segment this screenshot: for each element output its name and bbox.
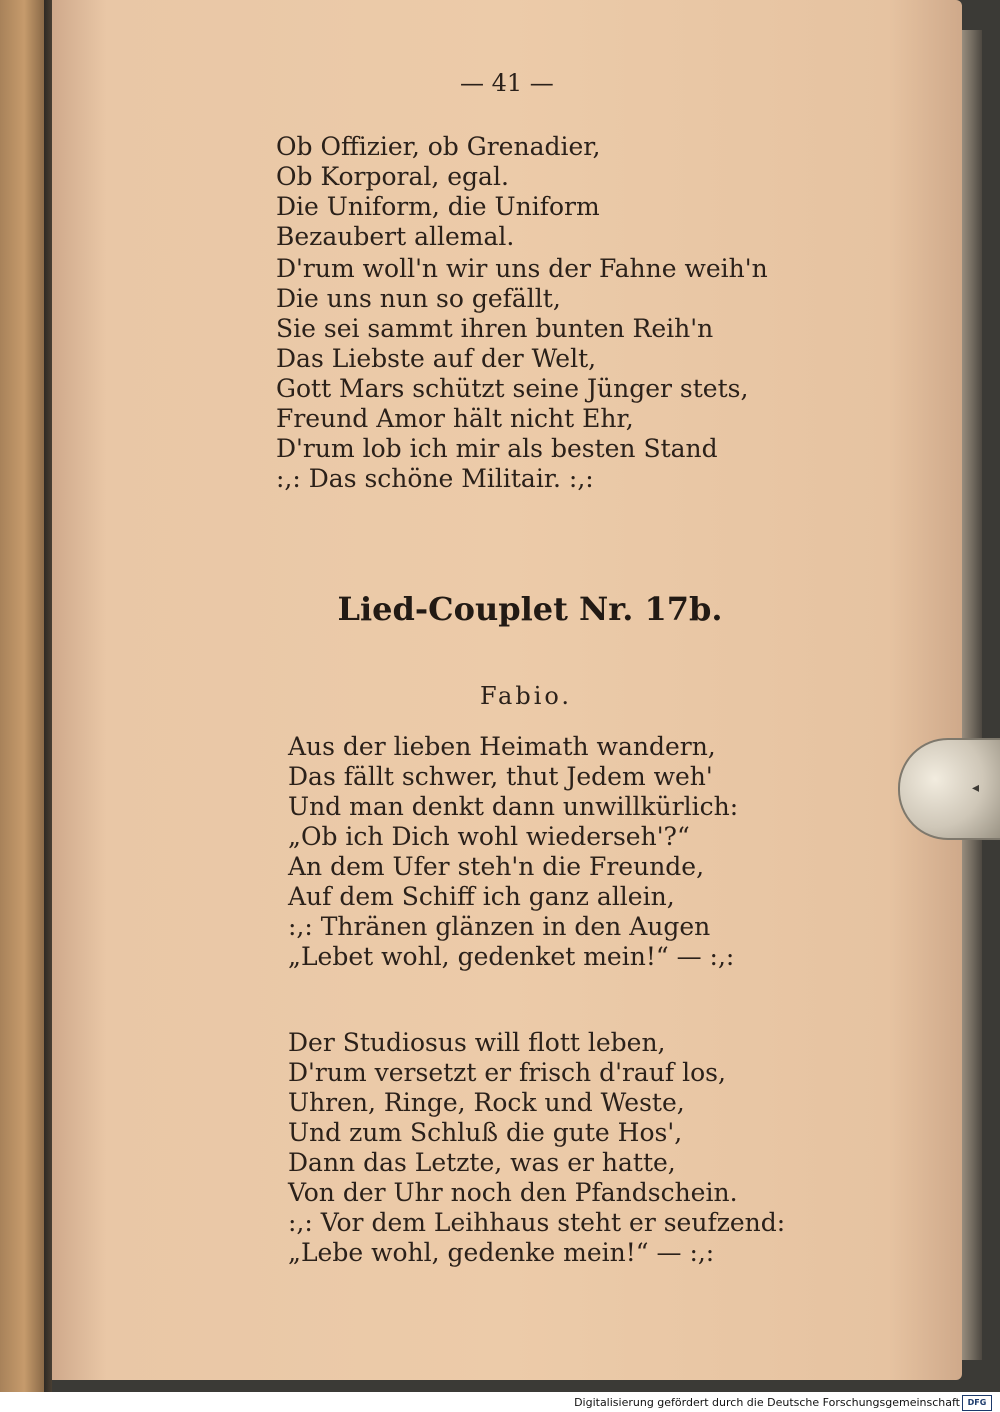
verse-line: D'rum versetzt er frisch d'rauf los, xyxy=(288,1058,726,1087)
verse-line: „Ob ich Dich wohl wiederseh'?“ xyxy=(288,822,690,851)
verse-line: Und zum Schluß die gute Hos', xyxy=(288,1118,683,1147)
verse-line: Das Liebste auf der Welt, xyxy=(276,344,597,373)
verse-line: Gott Mars schützt seine Jünger stets, xyxy=(276,374,749,403)
verse-line: Sie sei sammt ihren bunten Reih'n xyxy=(276,314,714,343)
verse-line: :,: Das schöne Militair. :,: xyxy=(276,464,594,493)
verse-line: Bezaubert allemal. xyxy=(276,222,515,251)
speaker-name: Fabio. xyxy=(480,682,573,710)
verse-line: Der Studiosus will flott leben, xyxy=(288,1028,666,1057)
verse-line: Uhren, Ringe, Rock und Weste, xyxy=(288,1088,685,1117)
verse-line: Von der Uhr noch den Pfandschein. xyxy=(288,1178,738,1207)
verse-line: An dem Ufer steh'n die Freunde, xyxy=(288,852,705,881)
dfg-logo: DFG xyxy=(962,1395,992,1411)
verse-line: Ob Offizier, ob Grenadier, xyxy=(276,132,601,161)
verse-line: Freund Amor hält nicht Ehr, xyxy=(276,404,634,433)
verse-line: D'rum lob ich mir als besten Stand xyxy=(276,434,718,463)
verse-line: :,: Thränen glänzen in den Augen xyxy=(288,912,711,941)
verse-line: Die uns nun so gefällt, xyxy=(276,284,561,313)
verse-line: Das fällt schwer, thut Jedem weh' xyxy=(288,762,713,791)
verse-line: Ob Korporal, egal. xyxy=(276,162,509,191)
verse-line: Aus der lieben Heimath wandern, xyxy=(288,732,716,761)
verse-line: „Lebet wohl, gedenket mein!“ — :,: xyxy=(288,942,735,971)
book-spine xyxy=(44,0,52,1392)
page-stack-edge xyxy=(960,30,982,1360)
verse-line: Und man denkt dann unwillkürlich: xyxy=(288,792,739,821)
funding-credit: Digitalisierung gefördert durch die Deutsche Forschungsgemeinschaft xyxy=(574,1396,960,1409)
verse-line: Auf dem Schiff ich ganz allein, xyxy=(288,882,675,911)
verse-line: D'rum woll'n wir uns der Fahne weih'n xyxy=(276,254,768,283)
facing-page-edge xyxy=(0,0,46,1392)
verse-line: :,: Vor dem Leihhaus steht er seufzend: xyxy=(288,1208,786,1237)
verse-line: Dann das Letzte, was er hatte, xyxy=(288,1148,676,1177)
verse-line: Die Uniform, die Uniform xyxy=(276,192,600,221)
clip-marker: ◂ xyxy=(972,780,980,796)
page-number: — 41 — xyxy=(460,69,554,97)
section-title: Lied-Couplet Nr. 17b. xyxy=(337,590,723,628)
verse-line: „Lebe wohl, gedenke mein!“ — :,: xyxy=(288,1238,715,1267)
page-clip xyxy=(898,738,1000,840)
